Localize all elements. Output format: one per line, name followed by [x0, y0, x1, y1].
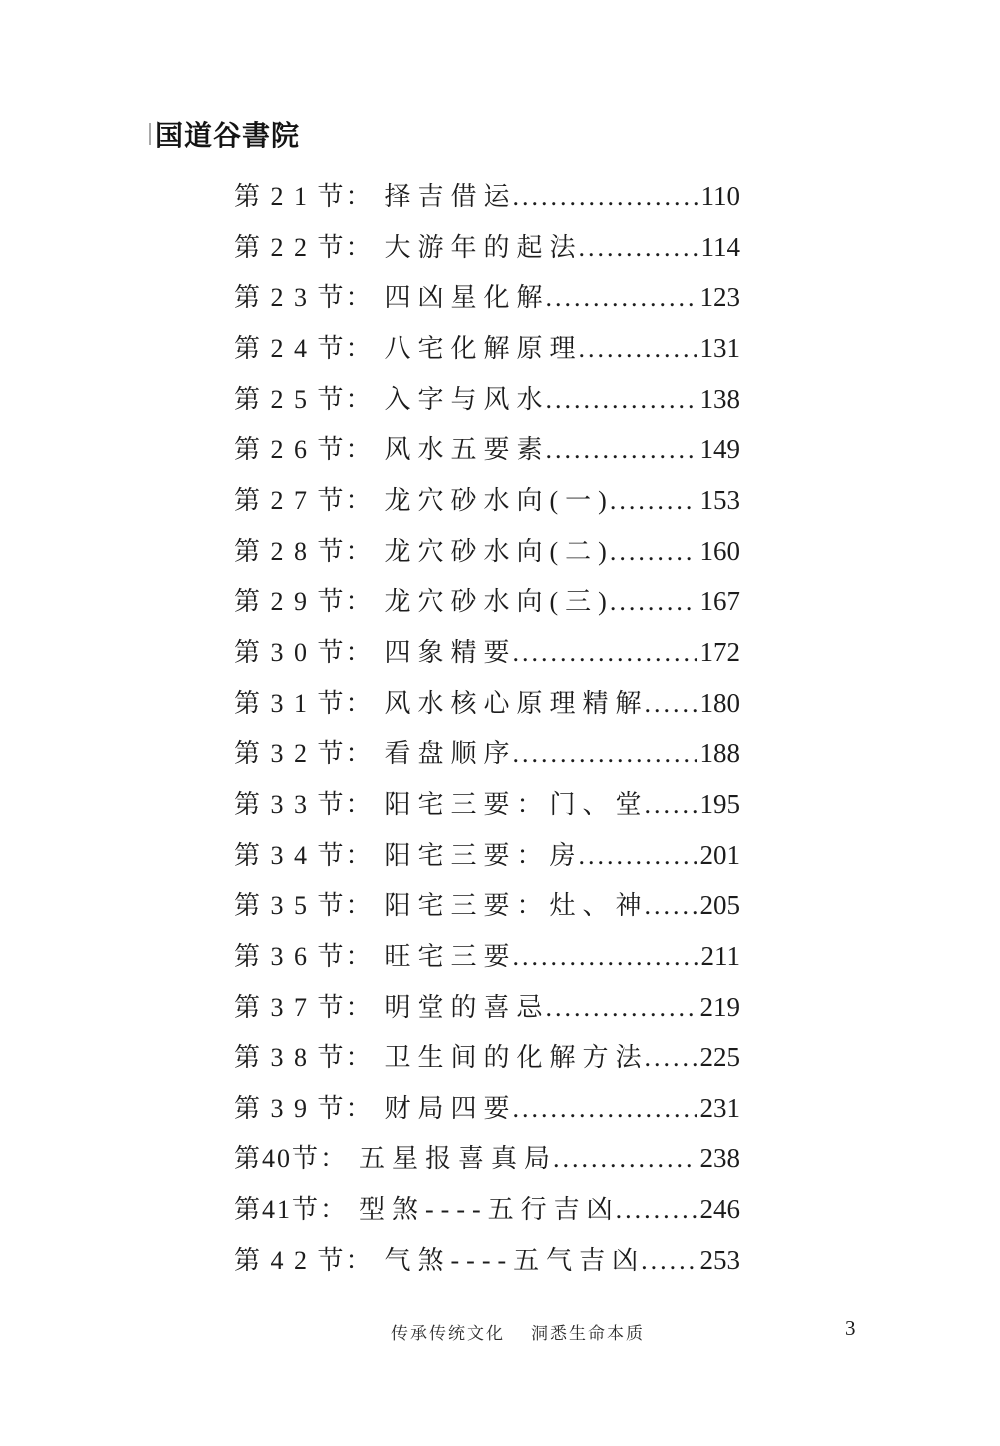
page-header: [149, 114, 300, 154]
toc-entry-title: 阳宅三要：门、堂: [384, 789, 649, 819]
toc-entry: [234, 222, 740, 273]
toc-entry-page: 246: [699, 1194, 740, 1225]
toc-entry-page: 238: [699, 1143, 740, 1174]
toc-entry: [234, 678, 740, 729]
toc-entry-label: 第 3 8 节：: [234, 1043, 374, 1073]
toc-entry: [234, 627, 740, 678]
toc-entry: [234, 728, 740, 779]
toc-entry-page: 188: [699, 738, 740, 769]
toc-leader-dots: [610, 577, 697, 628]
toc-entry-page: 149: [699, 434, 740, 465]
toc-entry-label: 第 2 9 节：: [234, 587, 374, 617]
toc-entry-title: 看盘顺序: [384, 739, 517, 769]
toc-entry-label: 第 3 4 节：: [234, 840, 374, 870]
toc-leader-dots: [513, 932, 698, 983]
toc-entry-label: 第 2 8 节：: [234, 536, 374, 566]
toc-entry: [234, 982, 740, 1033]
toc-leader-dots: [645, 780, 697, 831]
toc-leader-dots: [645, 881, 697, 932]
toc-entry-label: 第 2 3 节：: [234, 283, 374, 313]
header-tick-mark: [149, 123, 151, 145]
toc-entry: [234, 1133, 740, 1184]
toc-entry-title: 气煞----五气吉凶: [384, 1245, 646, 1275]
toc-leader-dots: [546, 273, 697, 324]
toc-entry-page: 180: [699, 687, 740, 718]
page-footer: [0, 1316, 1000, 1344]
toc-entry-label: 第 3 5 节：: [234, 891, 374, 921]
toc-entry-page: 123: [699, 282, 740, 313]
toc-entry-page: 160: [699, 535, 740, 566]
toc-entry: [234, 931, 740, 982]
toc-entry-label: 第 2 5 节：: [234, 384, 374, 414]
toc-entry-page: 205: [699, 890, 740, 921]
toc-entry-label: 第 2 6 节：: [234, 435, 374, 465]
toc-entry-title: 四凶星化解: [384, 283, 550, 313]
toc-entry: [234, 1032, 740, 1083]
toc-leader-dots: [513, 628, 697, 679]
toc-entry-label: 第 2 7 节：: [234, 485, 374, 515]
toc-entry-label: 第40节：: [234, 1144, 349, 1174]
toc-entry-title: 龙穴砂水向(二): [384, 536, 614, 566]
toc-leader-dots: [513, 729, 697, 780]
toc-entry: [234, 779, 740, 830]
toc-entry-page: 110: [700, 181, 740, 211]
toc-entry-title: 入字与风水: [384, 384, 550, 414]
toc-entry-page: 153: [699, 484, 740, 515]
toc-leader-dots: [546, 425, 697, 476]
toc-entry: [234, 1184, 740, 1235]
toc-entry: [234, 323, 740, 374]
toc-entry-page: 231: [699, 1092, 740, 1123]
toc-leader-dots: [610, 476, 697, 527]
toc-entry-page: 219: [699, 991, 740, 1022]
toc-entry-title: 风水核心原理精解: [384, 688, 649, 718]
toc-leader-dots: [645, 1033, 697, 1084]
toc-list: [234, 171, 740, 1285]
toc-entry-page: 225: [699, 1042, 740, 1073]
toc-entry-label: 第41节：: [234, 1195, 349, 1225]
toc-leader-dots: [579, 324, 697, 375]
toc-leader-dots: [645, 679, 697, 730]
toc-entry-label: 第 3 3 节：: [234, 789, 374, 819]
toc-entry-page: 138: [699, 383, 740, 414]
toc-entry-title: 龙穴砂水向(一): [384, 485, 614, 515]
footer-page-number: 3: [845, 1316, 856, 1340]
toc-entry: [234, 171, 740, 222]
toc-entry-label: 第 3 1 节：: [234, 688, 374, 718]
toc-leader-dots: [579, 831, 697, 882]
toc-entry: [234, 830, 740, 881]
toc-leader-dots: [616, 1185, 697, 1236]
toc-entry-title: 择吉借运: [384, 182, 517, 211]
toc-entry-title: 龙穴砂水向(三): [384, 587, 614, 617]
toc-leader-dots: [610, 527, 697, 578]
toc-entry-label: 第 3 6 节：: [234, 941, 374, 971]
toc-entry-page: 195: [699, 788, 740, 819]
toc-entry-page: 131: [699, 332, 740, 363]
toc-entry-title: 大游年的起法: [384, 232, 583, 262]
toc-leader-dots: [513, 172, 698, 223]
toc-entry-page: 114: [700, 231, 740, 262]
toc-entry-label: 第 2 1 节：: [234, 182, 374, 211]
toc-entry-title: 旺宅三要: [384, 941, 517, 971]
toc-entry: [234, 1083, 740, 1134]
toc-entry-title: 型煞----五行吉凶: [359, 1195, 620, 1225]
toc-entry: [234, 576, 740, 627]
toc-entry-page: 253: [699, 1244, 740, 1275]
toc-entry-label: 第 3 7 节：: [234, 992, 374, 1022]
toc-entry: [234, 880, 740, 931]
toc-entry-page: 172: [699, 636, 740, 667]
toc-entry-label: 第 2 2 节：: [234, 232, 374, 262]
toc-entry-title: 风水五要素: [384, 435, 550, 465]
footer-slogan-left: 传承传统文化: [391, 1324, 505, 1343]
toc-leader-dots: [641, 1236, 696, 1287]
brand-title: 国道谷書院: [155, 120, 301, 151]
toc-entry-title: 财局四要: [384, 1093, 517, 1123]
footer-slogan-right: 洞悉生命本质: [531, 1324, 645, 1343]
toc-entry-label: 第 4 2 节：: [234, 1245, 374, 1275]
toc-leader-dots: [553, 1134, 696, 1185]
toc-leader-dots: [579, 223, 698, 274]
toc-entry: [234, 475, 740, 526]
toc-entry-title: 八宅化解原理: [384, 333, 583, 363]
toc-entry: [234, 1235, 740, 1286]
toc-entry-label: 第 3 2 节：: [234, 739, 374, 769]
toc-entry-label: 第 3 0 节：: [234, 637, 374, 667]
toc-entry-label: 第 2 4 节：: [234, 333, 374, 363]
toc-entry: [234, 424, 740, 475]
toc-entry-title: 明堂的喜忌: [384, 992, 550, 1022]
toc-entry-page: 167: [699, 586, 740, 617]
toc-entry: [234, 526, 740, 577]
toc-entry: [234, 272, 740, 323]
toc-entry-page: 211: [700, 940, 740, 971]
toc-entry-title: 四象精要: [384, 637, 517, 667]
toc-entry: [234, 374, 740, 425]
toc-entry-title: 五星报喜真局: [359, 1144, 558, 1174]
toc-leader-dots: [513, 1084, 697, 1135]
toc-entry-title: 阳宅三要：房: [384, 840, 583, 870]
toc-entry-page: 201: [699, 839, 740, 870]
toc-entry-title: 阳宅三要：灶、神: [384, 891, 649, 921]
toc-leader-dots: [546, 375, 697, 426]
toc-entry-label: 第 3 9 节：: [234, 1093, 374, 1123]
toc-leader-dots: [546, 983, 697, 1034]
toc-entry-title: 卫生间的化解方法: [384, 1043, 649, 1073]
